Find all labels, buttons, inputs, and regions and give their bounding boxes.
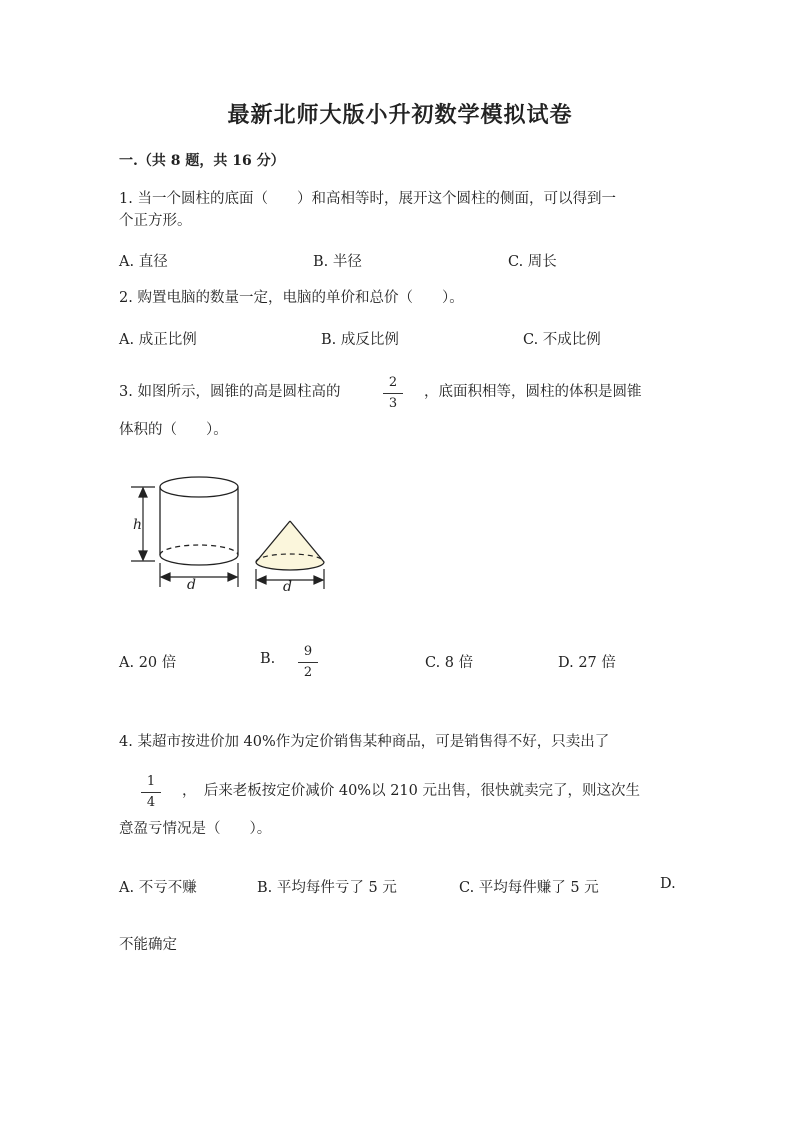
q1-text-line1: 1. 当一个圆柱的底面（ ）和高相等时，展开这个圆柱的侧面，可以得到一 bbox=[119, 191, 616, 207]
q1-option-c[interactable]: C. 周长 bbox=[508, 254, 557, 270]
q4-option-d-continued[interactable]: 不能确定 bbox=[119, 937, 177, 953]
q2-option-c[interactable]: C. 不成比例 bbox=[523, 332, 601, 348]
q4-frac-bar bbox=[141, 792, 161, 793]
cone-diameter-label: d bbox=[283, 579, 292, 595]
q3-text-line1a: 3. 如图所示，圆锥的高是圆柱高的 bbox=[119, 384, 341, 400]
q4-text-line1: 4. 某超市按进价加 40%作为定价销售某种商品，可是销售得不好，只卖出了 bbox=[119, 734, 610, 750]
cylinder-diameter-arrow bbox=[160, 563, 238, 587]
q3-frac-denominator: 3 bbox=[388, 396, 398, 411]
q2-option-b[interactable]: B. 成反比例 bbox=[321, 332, 399, 348]
q4-frac-denominator: 4 bbox=[146, 795, 156, 810]
q4-text-line3: 意盈亏情况是（ ）。 bbox=[119, 821, 272, 837]
q3-frac-numerator: 2 bbox=[388, 375, 398, 390]
q1-option-a[interactable]: A. 直径 bbox=[119, 254, 168, 270]
height-label: h bbox=[133, 517, 143, 533]
q4-option-b[interactable]: B. 平均每件亏了 5 元 bbox=[257, 880, 397, 896]
q1-text-line2: 个正方形。 bbox=[119, 213, 192, 229]
q4-text-line2: ， 后来老板按定价减价 40%以 210 元出售，很快就卖完了，则这次生 bbox=[182, 783, 640, 799]
q3-option-b-bar bbox=[298, 662, 318, 663]
q3-option-b-numerator: 9 bbox=[303, 644, 313, 659]
q3-fraction-two-thirds bbox=[383, 376, 403, 411]
q4-frac-numerator: 1 bbox=[146, 774, 156, 789]
q3-option-b[interactable]: B. bbox=[260, 651, 276, 667]
q2-text: 2. 购置电脑的数量一定，电脑的单价和总价（ ）。 bbox=[119, 290, 464, 306]
q2-option-a[interactable]: A. 成正比例 bbox=[119, 332, 197, 348]
q3-text-line2: 体积的（ ）。 bbox=[119, 422, 228, 438]
page-title: 最新北师大版小升初数学模拟试卷 bbox=[227, 102, 573, 128]
q4-option-a[interactable]: A. 不亏不赚 bbox=[119, 880, 197, 896]
cylinder-diameter-label: d bbox=[187, 577, 196, 593]
q4-fraction-one-quarter bbox=[141, 775, 161, 810]
q3-option-b-denominator: 2 bbox=[303, 665, 313, 680]
q4-option-c[interactable]: C. 平均每件赚了 5 元 bbox=[459, 880, 599, 896]
cylinder-shape bbox=[160, 477, 238, 565]
q3-frac-bar bbox=[383, 393, 403, 394]
q1-option-b[interactable]: B. 半径 bbox=[313, 254, 362, 270]
q3-text-line1b: ，底面积相等，圆柱的体积是圆锥 bbox=[424, 384, 642, 400]
q3-option-c[interactable]: C. 8 倍 bbox=[425, 655, 474, 671]
cylinder-cone-figure bbox=[125, 465, 345, 595]
q3-option-a[interactable]: A. 20 倍 bbox=[119, 655, 177, 671]
q3-option-b-fraction bbox=[298, 645, 318, 680]
q4-option-d[interactable]: D. bbox=[660, 876, 676, 892]
q3-option-d[interactable]: D. 27 倍 bbox=[558, 655, 616, 671]
section-header: 一.（共 8 题，共 16 分） bbox=[119, 153, 285, 169]
cone-shape bbox=[256, 521, 324, 570]
